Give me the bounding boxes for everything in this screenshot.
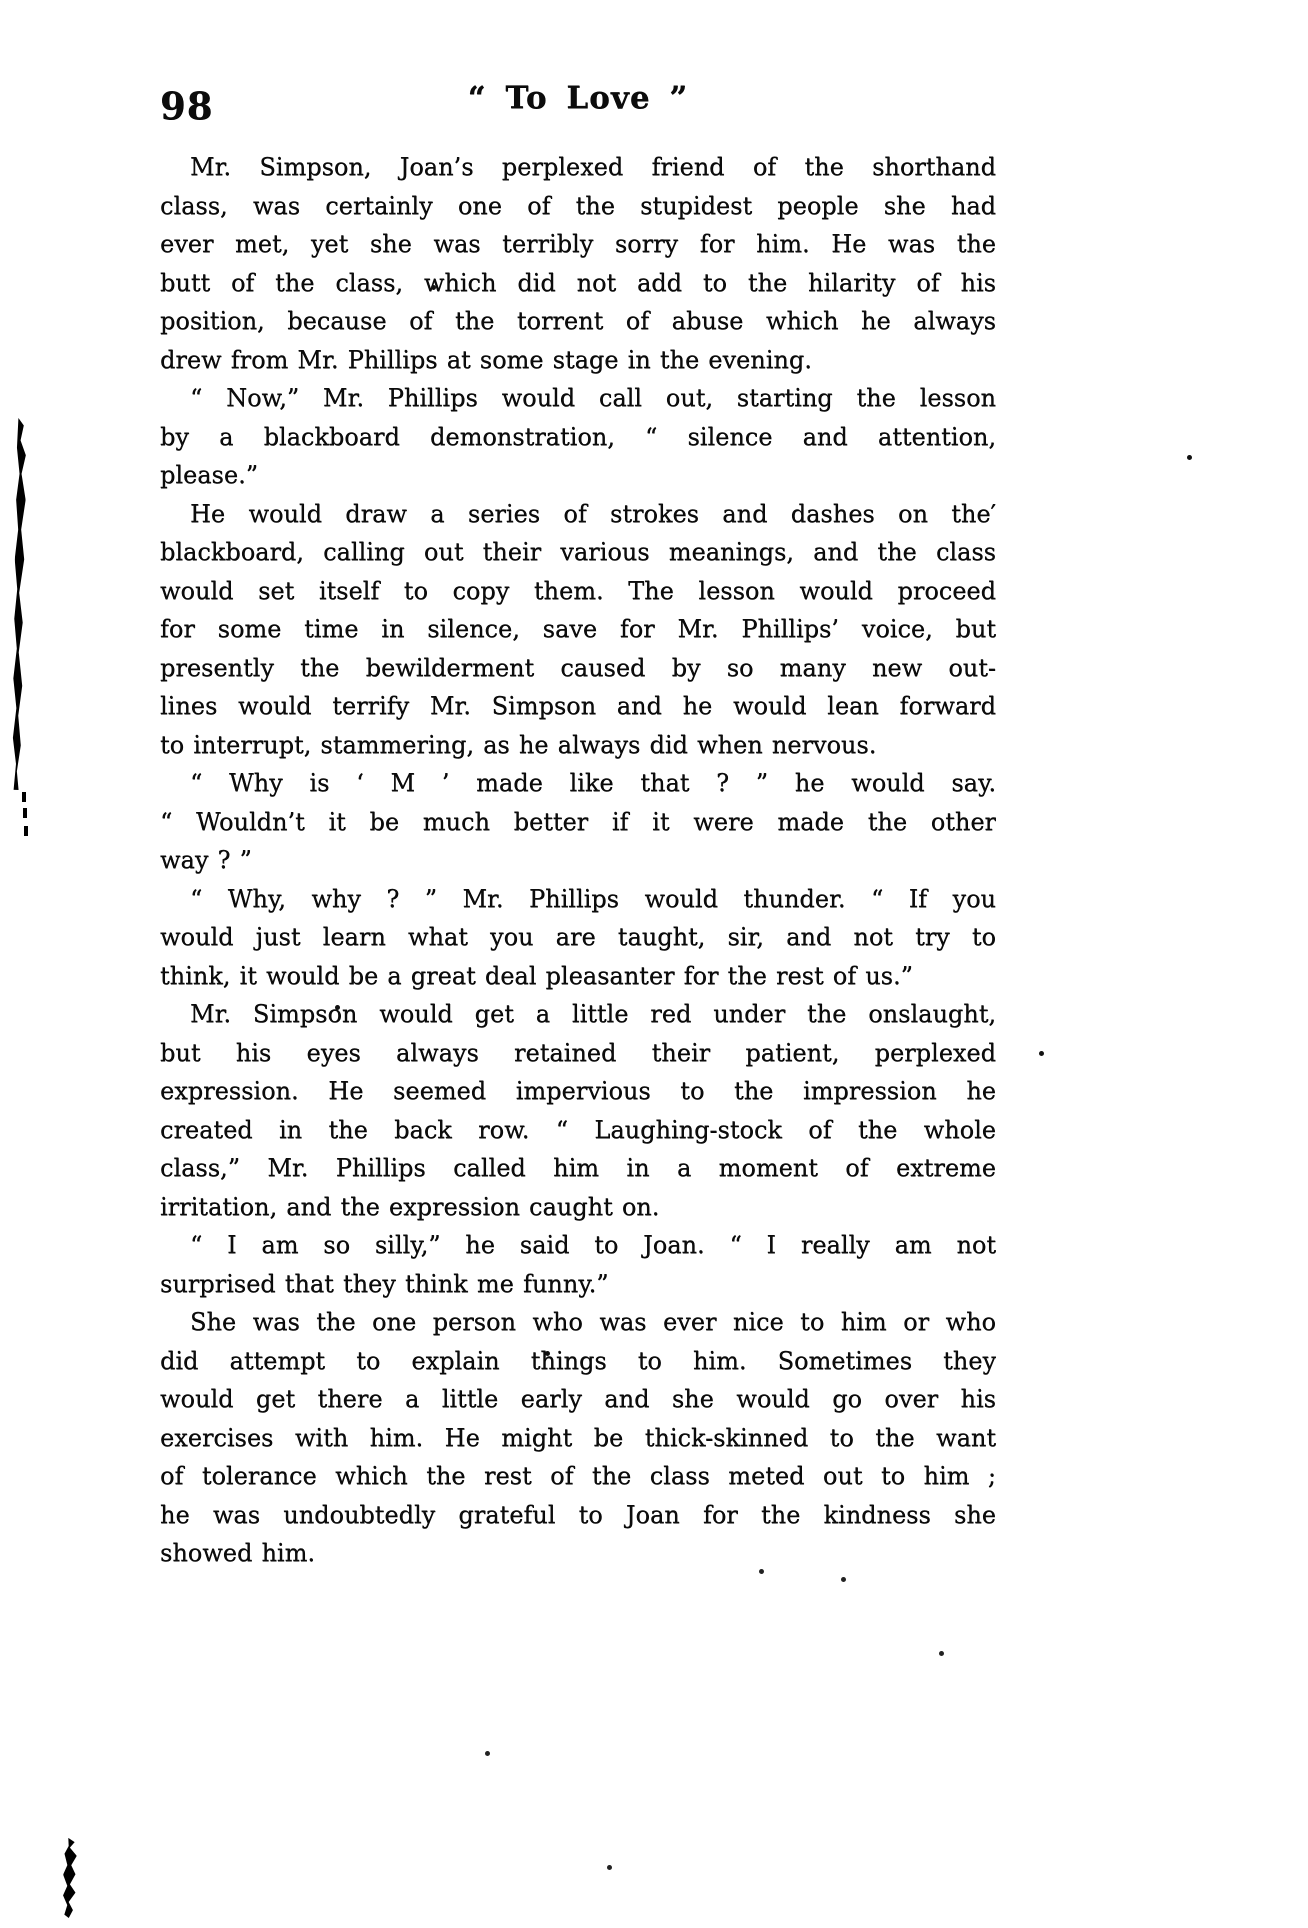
paragraph bbox=[160, 1303, 996, 1573]
page-body bbox=[160, 148, 996, 1573]
text-line: but his eyes always retained their patient, perplexed bbox=[160, 1038, 996, 1067]
text-line: would just learn what you are taught, sir, and not try to bbox=[160, 923, 996, 951]
text-block bbox=[160, 76, 996, 1573]
text-line: expression. He seemed impervious to the impression he bbox=[160, 1077, 996, 1105]
text-line: created in the back row. “ Laughing-stock of the whole bbox=[160, 1115, 996, 1144]
text-line: showed him. bbox=[160, 1539, 315, 1567]
text-line: “ Wouldn’t it be much better if it were made the other bbox=[160, 807, 996, 836]
text-line: Mr. Simpson would get a little red under the onslaught, bbox=[190, 1000, 996, 1028]
text-line: She was the one person who was ever nice to him or who bbox=[190, 1308, 996, 1336]
scan-artifact-blotch bbox=[62, 1838, 78, 1918]
paragraph bbox=[160, 764, 996, 880]
paragraph bbox=[160, 379, 996, 495]
page-header bbox=[160, 76, 996, 142]
text-line: ever met, yet she was terribly sorry for him. He was the bbox=[160, 230, 996, 258]
text-line: irritation, and the expression caught on. bbox=[160, 1192, 660, 1221]
text-line: for some time in silence, save for Mr. Phillips’ voice, but bbox=[160, 615, 996, 643]
page-title: “ To Love ” bbox=[467, 80, 689, 116]
text-line: Mr. Simpson, Joan’s perplexed friend of the shorthand bbox=[190, 153, 996, 181]
page-number: 98 bbox=[160, 84, 214, 128]
text-line: lines would terrify Mr. Simpson and he would lean forward bbox=[160, 692, 996, 720]
text-line: he was undoubtedly grateful to Joan for the kindness she bbox=[160, 1500, 996, 1529]
text-line: would set itself to copy them. The lesson would proceed bbox=[160, 576, 996, 605]
text-line: by a blackboard demonstration, “ silence and attention, bbox=[160, 422, 996, 451]
text-line: please.” bbox=[160, 461, 258, 489]
text-line: surprised that they think me funny.” bbox=[160, 1269, 609, 1298]
paragraph bbox=[160, 995, 996, 1226]
text-line: of tolerance which the rest of the class meted out to him ; bbox=[160, 1462, 996, 1490]
paragraph bbox=[160, 495, 996, 765]
text-line: class, was certainly one of the stupidest people she had bbox=[160, 191, 996, 220]
text-line: presently the bewilderment caused by so many new out- bbox=[160, 653, 996, 682]
text-line: think, it would be a great deal pleasanter for the rest of us.” bbox=[160, 961, 913, 990]
text-line: “ Why is ‘ M ’ made like that ? ” he would say. bbox=[190, 769, 996, 797]
scan-artifact-streak-tail bbox=[22, 792, 26, 802]
scan-artifact-streak bbox=[11, 418, 27, 790]
scan-artifact-speckles bbox=[0, 0, 3, 3]
text-line: “ Now,” Mr. Phillips would call out, starting the lesson bbox=[190, 384, 996, 412]
paragraph bbox=[160, 1226, 996, 1303]
paragraph bbox=[160, 880, 996, 996]
text-line: “ I am so silly,” he said to Joan. “ I really am not bbox=[190, 1231, 996, 1259]
text-line: to interrupt, stammering, as he always did when nervous. bbox=[160, 730, 877, 759]
text-line: butt of the class, which did not add to the hilarity of his bbox=[160, 268, 996, 297]
text-line: class,” Mr. Phillips called him in a moment of extreme bbox=[160, 1154, 996, 1182]
text-line: would get there a little early and she would go over his bbox=[160, 1385, 996, 1413]
text-line: exercises with him. He might be thick-skinned to the want bbox=[160, 1423, 996, 1452]
text-line: way ? ” bbox=[160, 846, 252, 874]
text-line: did attempt to explain things to him. Sometimes they bbox=[160, 1346, 996, 1375]
text-line: drew from Mr. Phillips at some stage in the evening. bbox=[160, 345, 812, 374]
text-line: position, because of the torrent of abuse which he always bbox=[160, 307, 996, 335]
paragraph bbox=[160, 148, 996, 379]
text-line: He would draw a series of strokes and dashes on the′ bbox=[190, 499, 996, 528]
text-line: blackboard, calling out their various meanings, and the class bbox=[160, 538, 996, 566]
text-line: “ Why, why ? ” Mr. Phillips would thunder. “ If you bbox=[190, 884, 996, 913]
